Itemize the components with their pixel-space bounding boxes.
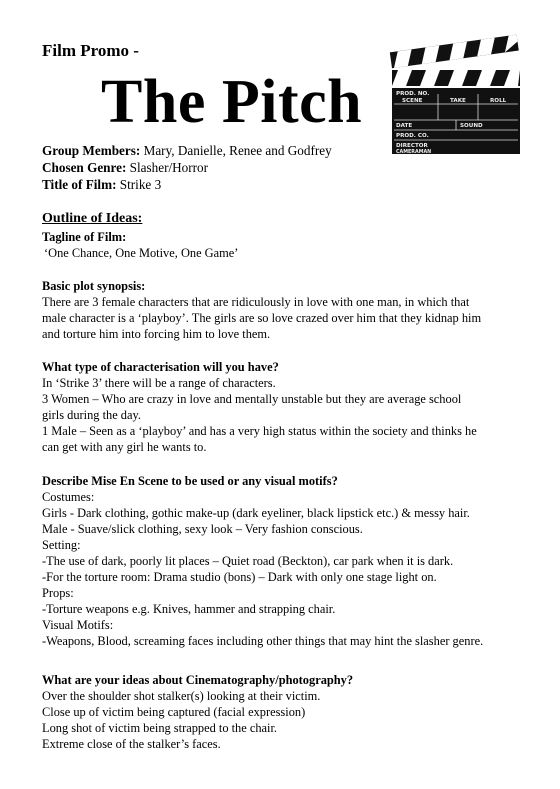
characterisation-line: girls during the day.: [42, 408, 141, 422]
promo-label: Film Promo -: [42, 41, 139, 60]
characterisation-line: 3 Women – Who are crazy in love and mentally unstable but they are average school: [42, 392, 462, 406]
plot-line: There are 3 female characters that are ridiculously in love with one man, in which that: [42, 295, 470, 309]
clapperboard-icon: [386, 32, 526, 160]
group-members-line: [42, 143, 332, 159]
group-members-label: Group Members:: [42, 143, 141, 158]
cinematography-line: Close up of victim being captured (facial expression): [42, 705, 306, 719]
outline-heading: Outline of Ideas:: [42, 211, 143, 226]
mise-en-scene-line: -For the torture room: Drama studio (bons) – Dark with only one stage light on.: [42, 570, 437, 584]
tagline-text: ‘One Chance, One Motive, One Game’: [44, 246, 239, 260]
mise-en-scene-line: -The use of dark, poorly lit places – Quiet road (Beckton), car park when it is dark.: [42, 554, 454, 568]
film-title-label: Title of Film:: [42, 177, 117, 192]
mise-en-scene-line: Male - Suave/slick clothing, sexy look – Very fashion conscious.: [42, 522, 363, 536]
clap-director: DIRECTOR: [396, 143, 428, 149]
clap-cameraman: CAMERAMAN: [396, 150, 432, 155]
cinematography-heading: What are your ideas about Cinematography/photography?: [42, 673, 354, 687]
characterisation-line: can get with any girl he wants to.: [42, 440, 207, 454]
clap-prod-co: PROD. CO.: [396, 133, 429, 139]
cinematography-line: Long shot of victim being strapped to the chair.: [42, 721, 278, 735]
genre-line: [42, 160, 208, 176]
genre-label: Chosen Genre:: [42, 160, 127, 175]
clap-date: DATE: [396, 123, 413, 129]
characterisation-line: In ‘Strike 3’ there will be a range of characters.: [42, 376, 276, 390]
mise-en-scene-line: Costumes:: [42, 490, 95, 504]
mise-en-scene-line: Visual Motifs:: [42, 618, 114, 632]
clap-scene: SCENE: [402, 98, 423, 104]
tagline-heading: Tagline of Film:: [42, 230, 127, 244]
plot-line: male character is a ‘playboy’. The girls are so love crazed over him that they kidnap him: [42, 311, 482, 325]
mise-en-scene-line: Girls - Dark clothing, gothic make-up (dark eyeliner, black lipstick etc.) & messy hair.: [42, 506, 470, 520]
page-title: The Pitch: [101, 68, 363, 136]
characterisation-line: 1 Male – Seen as a ‘playboy’ and has a very high status within the society and thinks he: [42, 424, 477, 438]
characterisation-heading: What type of characterisation will you have?: [42, 360, 279, 374]
genre-value: Slasher/Horror: [126, 160, 209, 175]
mise-en-scene-line: -Torture weapons e.g. Knives, hammer and strapping chair.: [42, 602, 336, 616]
clap-take: TAKE: [450, 98, 466, 104]
mise-en-scene-heading: Describe Mise En Scene to be used or any visual motifs?: [42, 474, 338, 488]
group-members-value: Mary, Danielle, Renee and Godfrey: [140, 143, 332, 158]
clap-roll: ROLL: [490, 98, 507, 104]
mise-en-scene-line: Props:: [42, 586, 74, 600]
cinematography-line: Over the shoulder shot stalker(s) looking at their victim.: [42, 689, 321, 703]
plot-line: and torture him into forcing him to love them.: [42, 327, 271, 341]
film-title-line: [42, 177, 161, 193]
mise-en-scene-line: Setting:: [42, 538, 81, 552]
plot-heading: Basic plot synopsis:: [42, 279, 146, 293]
mise-en-scene-line: -Weapons, Blood, screaming faces including other things that may hint the slasher genre.: [42, 634, 484, 648]
film-title-value: Strike 3: [116, 177, 162, 192]
clap-sound: SOUND: [460, 123, 483, 129]
clap-prod-no: PROD. NO.: [396, 91, 430, 97]
cinematography-line: Extreme close of the stalker’s faces.: [42, 737, 221, 751]
